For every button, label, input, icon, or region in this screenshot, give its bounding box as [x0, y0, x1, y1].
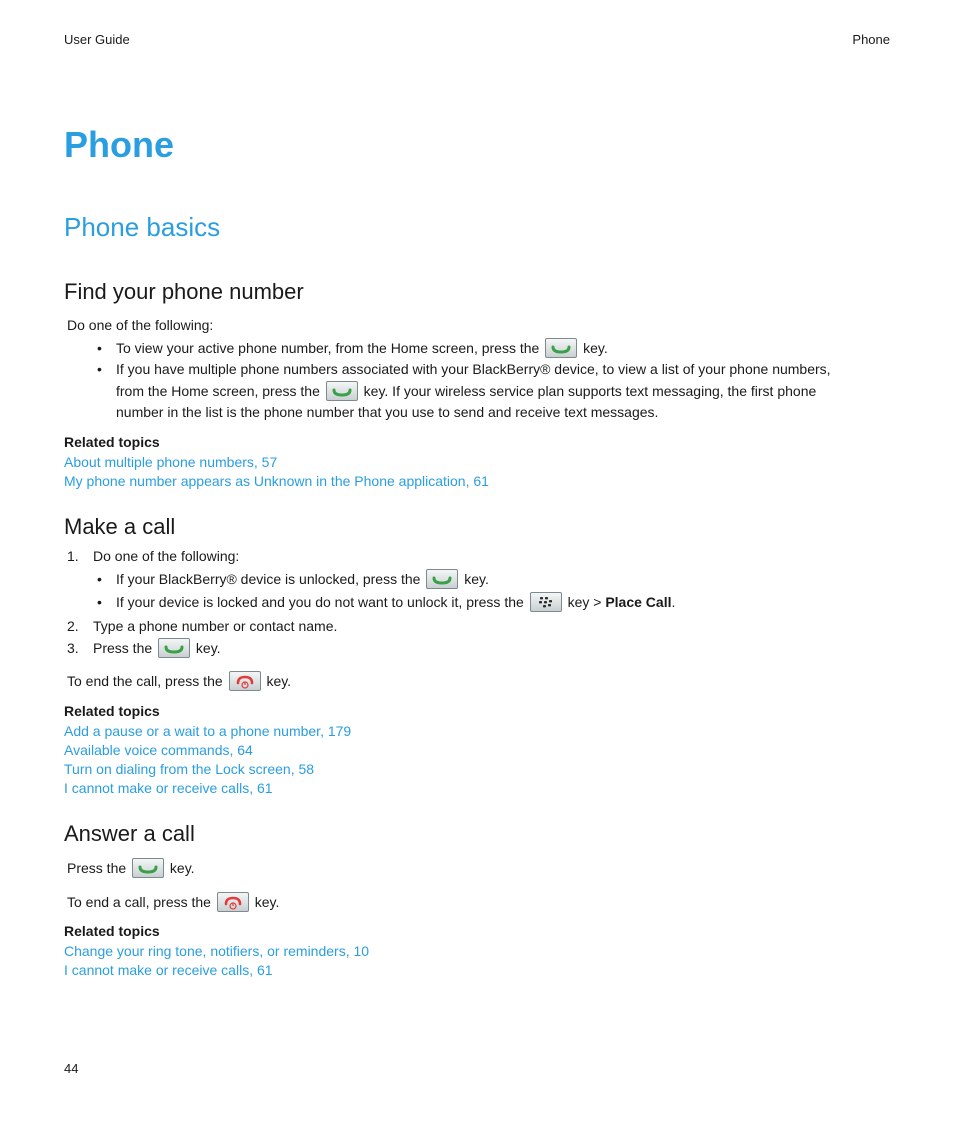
send-key-icon [158, 638, 190, 658]
send-key-icon [545, 338, 577, 358]
find-bullet-1: • To view your active phone number, from the Home screen, press the key. [116, 338, 608, 359]
make-bullet-1: • If your BlackBerry® device is unlocked, press the key. [116, 569, 489, 590]
heading-answer-call: Answer a call [64, 821, 195, 846]
link-lock-screen-dialing[interactable]: Turn on dialing from the Lock screen, 58 [64, 761, 315, 777]
page-number: 44 [64, 1061, 79, 1076]
find-bullet-2: • If you have multiple phone numbers associated with your BlackBerry® device, to view a list of your phone numbers, from the Home screen, press the key. If your wireless service plan supports text messaging, the first phone number in the list is the phone number that you use to send and receive text messages. [97, 361, 831, 420]
find-related-label: Related topics [64, 434, 160, 450]
header-right: Phone [852, 32, 890, 47]
link-cannot-receive-calls[interactable]: I cannot make or receive calls, 61 [64, 962, 273, 978]
page-title: Phone [64, 124, 175, 165]
send-key-icon [132, 858, 164, 878]
send-key-icon [426, 569, 458, 589]
bullet-dot: • [97, 361, 102, 377]
section-title: Phone basics [64, 212, 221, 242]
make-related-label: Related topics [64, 703, 160, 719]
answer-press: Press the key. [67, 858, 195, 879]
send-key-icon [326, 381, 358, 401]
link-add-pause[interactable]: Add a pause or a wait to a phone number, 179 [64, 723, 352, 739]
heading-find-phone-number: Find your phone number [64, 279, 304, 304]
step-number: 1. [67, 548, 79, 564]
place-call-label: Place Call [605, 594, 672, 610]
bullet-dot: • [97, 340, 102, 356]
bullet-dot: • [97, 594, 102, 610]
step-number: 2. [67, 618, 79, 634]
answer-end-call: To end a call, press the key. [67, 892, 279, 913]
end-key-icon [229, 671, 261, 691]
link-voice-commands[interactable]: Available voice commands, 64 [64, 742, 253, 758]
step-number: 3. [67, 640, 79, 656]
make-step-2: Type a phone number or contact name. [93, 618, 338, 634]
find-intro: Do one of the following: [67, 317, 214, 333]
link-about-multiple-numbers[interactable]: About multiple phone numbers, 57 [64, 454, 278, 470]
link-ring-tone[interactable]: Change your ring tone, notifiers, or reminders, 10 [64, 943, 370, 959]
bullet-dot: • [97, 571, 102, 587]
link-cannot-make-calls[interactable]: I cannot make or receive calls, 61 [64, 780, 273, 796]
make-end-call: To end the call, press the key. [67, 671, 291, 692]
make-step-1: Do one of the following: [93, 548, 240, 564]
link-number-unknown[interactable]: My phone number appears as Unknown in the Phone application, 61 [64, 473, 489, 489]
answer-related-label: Related topics [64, 923, 160, 939]
header-left: User Guide [64, 32, 130, 47]
menu-key-icon [530, 592, 562, 612]
heading-make-call: Make a call [64, 514, 176, 539]
make-bullet-2: • If your device is locked and you do not want to unlock it, press the key > Place Call. [116, 592, 675, 613]
make-step-3: Press the key. [93, 638, 221, 659]
end-key-icon [217, 892, 249, 912]
